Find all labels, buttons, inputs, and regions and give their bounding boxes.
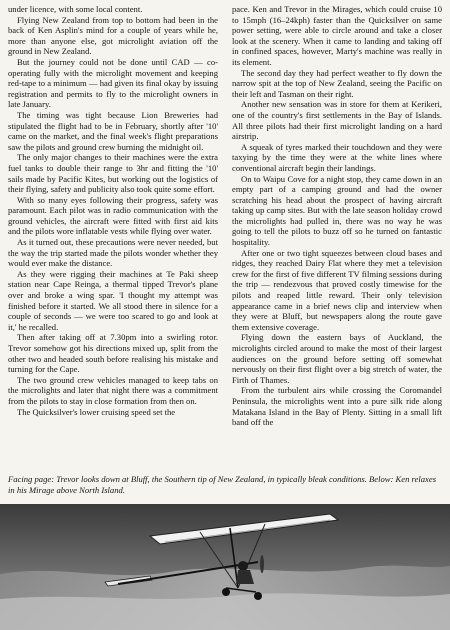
microlight-aircraft-image	[0, 504, 450, 630]
right-column	[232, 4, 442, 470]
paragraph: As they were rigging their machines at Te Paki sheep station near Cape Reinga, a thermal tipped Trevor's plane over and broke a wing spar. 'I thought my attempt was finished before it started. We all stood there in silence for a couple of seconds — we were too scared to go and look at it,' he recalled.	[8, 268, 218, 332]
paragraph: On to Waipu Cove for a night stop, they came down in an empty part of a camping ground and had the owner scratching his head about the prospect of having aircraft taking up camp sites. But with the late season holiday crowd the microlights had pulled in, there was no way he was going to tell the pilots to buzz off so he turned on fantastic hospitality.	[232, 173, 442, 248]
paragraph: With so many eyes following their progress, safety was paramount. Each pilot was in radio communication with the ground vehicles, the aircraft were fitted with first aid kits and the pilots wore inflatable vests while flying over water.	[8, 194, 218, 237]
paragraph: Then after taking off at 7.30pm into a swirling rotor. Trevor somehow got his directions mixed up, split from the other two and headed south before realising his mistake and turning for the Cape.	[8, 332, 218, 375]
article-body	[8, 4, 442, 470]
left-column	[8, 4, 218, 470]
microlight-photo	[0, 504, 450, 630]
paragraph: The second day they had perfect weather to fly down the narrow spit at the top of New Zealand, seeing the Pacific on their left and Tasman on their right.	[232, 67, 442, 99]
paragraph: After one or two tight squeezes between cloud bases and ridges, they reached Dairy Flat where they met a television crew for the first of five different TV filming sessions during the trip — rendezvous that proved costly timewise for the pilots and reaped little reward. Their only television appearance came in a brief news clip and interview when they were at Bluff, but newspapers along the route gave them extensive coverage.	[232, 247, 442, 332]
photo-caption: Facing page: Trevor looks down at Bluff, the Southern tip of New Zealand, in typically bleak conditions. Below: Ken relaxes in his Mirage above North Island.	[8, 474, 437, 495]
paragraph: The two ground crew vehicles managed to keep tabs on the microlights and later that night there was a commitment from the pilots to stay in close formation from then on.	[8, 374, 218, 406]
paragraph: A squeak of tyres marked their touchdown and they were taxying by the time they were at the white lines where conventional aircraft begin their landings.	[232, 141, 442, 173]
paragraph: But the journey could not be done until CAD — co-operating fully with the microlight movement and keeping red-tape to a minimum — had given its final okay by issuing registration and permits to fly to the microlight owners in late January.	[8, 56, 218, 110]
paragraph: Flying New Zealand from top to bottom had been in the back of Ken Asplin's mind for a couple of years while he, more than anyone else, got microlight aviation off the ground in New Zealand.	[8, 14, 218, 57]
paragraph: From the turbulent airs while crossing the Coromandel Peninsula, the microlights went into a pure silk ride along Matakana Island in the Bay of Plenty. Sitting in a small lift band off the	[232, 385, 442, 428]
paragraph: The timing was tight because Lion Breweries had stipulated the flight had to be in February, shortly after '10' came on the market, and the final week's flight preparations saw the pilots and ground crew burning the midnight oil.	[8, 109, 218, 152]
paragraph: Another new sensation was in store for them at Kerikeri, one of the country's first settlements in the Bay of Islands. All three pilots had their first microlight landing on a hard airstrip.	[232, 99, 442, 142]
paragraph: The Quicksilver's lower cruising speed set the	[17, 406, 176, 417]
paragraph: under licence, with some local content.	[8, 4, 143, 14]
paragraph: Flying down the eastern bays of Auckland, the microlights circled around to make the most of their largest audiences on the ground before setting off somewhat nervously on their first flight over a big stretch of water, the Firth of Thames.	[232, 332, 442, 385]
paragraph: As it turned out, these precautions were never needed, but the way the trip started made the pilots wonder whether they would ever make the distance.	[8, 237, 218, 269]
paragraph: The only major changes to their machines were the extra fuel tanks to double their range to 3hr and fitting the '10' sails made by Pacific Kites, but working out the logistics of their flying, safety and publicity also took quite some effort.	[8, 152, 218, 195]
paragraph: pace. Ken and Trevor in the Mirages, which could cruise 10 to 15mph (16–24kph) faster than the Quicksilver on same power setting, were able to circle around and take a closer look at the scenery. When it came to landing and taking off in confined spaces, however, Marty's machine was really in its element.	[232, 4, 442, 67]
